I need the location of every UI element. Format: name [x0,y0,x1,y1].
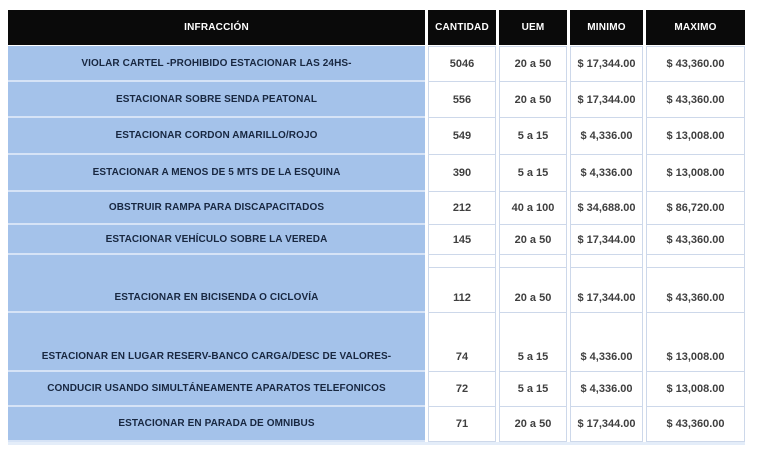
table-header-row [8,10,745,45]
table-row [8,46,745,82]
cantidad-value-cell: 549 [428,118,496,155]
minimo-value-cell: $ 17,344.00 [570,46,643,82]
uem-value-cell: 5 a 15 [499,118,567,155]
minimo-value-cell: $ 17,344.00 [570,82,643,118]
table-row [8,313,745,372]
maximo-value-cell: $ 43,360.00 [646,82,745,118]
column-header-cantidad: CANTIDAD [428,10,496,45]
uem-value-cell: 5 a 15 [499,313,567,372]
uem-value-cell: 5 a 15 [499,155,567,192]
cantidad-value-cell: 112 [428,255,496,313]
cantidad-value-cell: 390 [428,155,496,192]
table-row [8,155,745,192]
column-header-uem: UEM [499,10,567,45]
infraction-label-cell: OBSTRUIR RAMPA PARA DISCAPACITADOS [8,192,425,225]
uem-value-cell: 5 a 15 [499,372,567,407]
uem-value-cell: 20 a 50 [499,225,567,255]
uem-value-cell: 20 a 50 [499,255,567,313]
infractions-table [8,10,745,442]
table-row [8,225,745,255]
infraction-label-cell: ESTACIONAR VEHÍCULO SOBRE LA VEREDA [8,225,425,255]
cantidad-value-cell: 74 [428,313,496,372]
minimo-value-cell: $ 34,688.00 [570,192,643,225]
uem-value-cell: 20 a 50 [499,407,567,442]
infraction-label-cell: ESTACIONAR EN BICISENDA O CICLOVÍA [8,255,425,313]
cantidad-value-cell: 5046 [428,46,496,82]
cantidad-value-cell: 556 [428,82,496,118]
minimo-value-cell: $ 4,336.00 [570,313,643,372]
minimo-value-cell: $ 17,344.00 [570,255,643,313]
maximo-value-cell: $ 13,008.00 [646,313,745,372]
cantidad-value-cell: 71 [428,407,496,442]
infraction-label-cell: ESTACIONAR EN LUGAR RESERV-BANCO CARGA/DESC DE VALORES- [8,313,425,372]
table-body [8,46,745,442]
minimo-value-cell: $ 4,336.00 [570,155,643,192]
maximo-value-cell: $ 43,360.00 [646,225,745,255]
infraction-label-cell: CONDUCIR USANDO SIMULTÁNEAMENTE APARATOS TELEFONICOS [8,372,425,407]
table-bottom-strip [8,442,745,445]
uem-value-cell: 20 a 50 [499,46,567,82]
table-row [8,192,745,225]
table-row [8,372,745,407]
minimo-value-cell: $ 4,336.00 [570,118,643,155]
infraction-label-cell: VIOLAR CARTEL -PROHIBIDO ESTACIONAR LAS 24HS- [8,46,425,82]
maximo-value-cell: $ 13,008.00 [646,155,745,192]
minimo-value-cell: $ 17,344.00 [570,225,643,255]
column-header-minimo: MINIMO [570,10,643,45]
cantidad-value-cell: 72 [428,372,496,407]
infraction-label-cell: ESTACIONAR EN PARADA DE OMNIBUS [8,407,425,442]
uem-value-cell: 40 a 100 [499,192,567,225]
maximo-value-cell: $ 13,008.00 [646,118,745,155]
maximo-value-cell: $ 86,720.00 [646,192,745,225]
column-header-infraccion: INFRACCIÓN [8,10,425,45]
table-row [8,82,745,118]
minimo-value-cell: $ 17,344.00 [570,407,643,442]
table-row [8,255,745,313]
maximo-value-cell: $ 43,360.00 [646,255,745,313]
table-row [8,118,745,155]
minimo-value-cell: $ 4,336.00 [570,372,643,407]
column-header-maximo: MAXIMO [646,10,745,45]
infraction-label-cell: ESTACIONAR CORDON AMARILLO/ROJO [8,118,425,155]
maximo-value-cell: $ 43,360.00 [646,46,745,82]
infraction-label-cell: ESTACIONAR SOBRE SENDA PEATONAL [8,82,425,118]
table-row [8,407,745,442]
maximo-value-cell: $ 13,008.00 [646,372,745,407]
maximo-value-cell: $ 43,360.00 [646,407,745,442]
cantidad-value-cell: 212 [428,192,496,225]
infraction-label-cell: ESTACIONAR A MENOS DE 5 MTS DE LA ESQUINA [8,155,425,192]
cantidad-value-cell: 145 [428,225,496,255]
uem-value-cell: 20 a 50 [499,82,567,118]
